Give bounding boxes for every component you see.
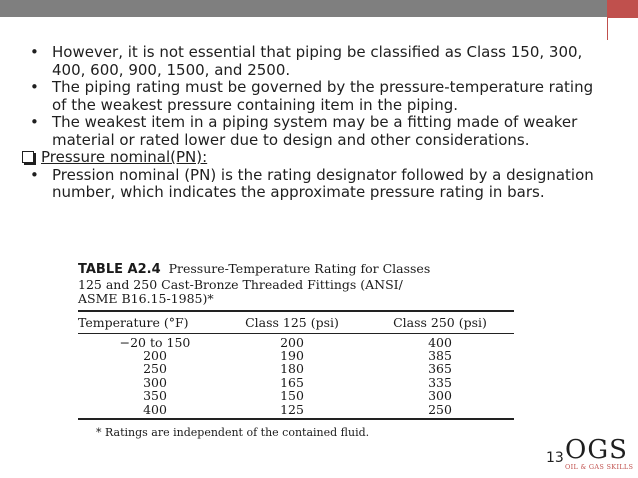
corner-accent-line-vertical <box>607 0 608 40</box>
table-cell: 300 <box>143 374 167 390</box>
bullet-item <box>22 79 612 114</box>
bullet-text: The piping rating must be governed by the pressure-temperature rating of the weakest pressure containing item in the piping. <box>52 78 594 114</box>
ogs-logo <box>565 437 635 475</box>
table-cell: 350 <box>143 388 167 404</box>
table-cell: 400 <box>143 401 167 417</box>
bullet-dot: • <box>30 165 39 184</box>
bullet-text: However, it is not essential that piping be classified as Class 150, 300, 400, 600, 900, 1500, and 2500. <box>52 43 583 79</box>
table-row <box>78 389 514 402</box>
bullet-text: The weakest item in a piping system may be a fitting made of weaker material or rated lower due to design and other considerations. <box>52 113 578 149</box>
table-cell: 150 <box>280 388 304 404</box>
table-row <box>78 362 514 375</box>
table-cell: 200 <box>143 347 167 363</box>
table-row <box>78 403 514 416</box>
table-label: TABLE A2.4 <box>78 262 161 277</box>
logo-text: OGS <box>565 435 628 465</box>
bullet-item <box>22 114 612 149</box>
table-title-line: Pressure-Temperature Rating for Classes <box>168 261 431 276</box>
table-header-row <box>78 312 514 333</box>
slide-content <box>22 44 612 202</box>
table-cell: 180 <box>280 361 304 377</box>
column-header: Temperature (°F) <box>78 314 189 330</box>
bullet-item <box>22 167 612 202</box>
table-title-line: ASME B16.15-1985)* <box>78 291 214 306</box>
table-cell: −20 to 150 <box>119 334 191 350</box>
corner-accent <box>608 0 638 17</box>
bullet-dot: • <box>30 113 39 131</box>
page-number: 13 <box>546 450 564 466</box>
table-cell: 165 <box>280 374 304 390</box>
table-title-line: 125 and 250 Cast-Bronze Threaded Fittings (ANSI/ <box>78 276 403 292</box>
table-cell: 125 <box>280 401 304 417</box>
top-bar <box>0 0 608 17</box>
table-cell: 365 <box>428 361 452 377</box>
heading-text: Pressure nominal(PN): <box>41 148 208 166</box>
column-header: Class 250 (psi) <box>393 314 487 330</box>
table-row <box>78 349 514 362</box>
table-cell: 250 <box>428 401 452 417</box>
table-body <box>78 334 514 418</box>
table-cell: 250 <box>143 361 167 377</box>
logo-subtitle: OIL & GAS SKILLS <box>565 463 634 471</box>
bullet-item <box>22 44 612 79</box>
rating-table <box>78 262 514 439</box>
table-cell: 200 <box>280 334 304 350</box>
section-heading <box>22 149 612 167</box>
table-cell: 335 <box>428 374 452 390</box>
column-header: Class 125 (psi) <box>245 314 339 330</box>
bullet-text: Pression nominal (PN) is the rating designator followed by a designation number, which indicates the approximate pressure rating in bars. <box>52 165 594 201</box>
table-cell: 300 <box>428 388 452 404</box>
checkbox-bullet-icon <box>22 151 34 163</box>
table-cell: 385 <box>428 347 452 363</box>
bullet-dot: • <box>30 43 39 61</box>
corner-accent-line <box>608 17 638 18</box>
table-title <box>78 262 514 307</box>
table-rule-bottom <box>78 418 514 420</box>
table-cell: 190 <box>280 347 304 363</box>
table-row <box>78 336 514 349</box>
table-cell: 400 <box>428 334 452 350</box>
table-footnote: * Ratings are independent of the contained fluid. <box>96 425 370 439</box>
bullet-dot: • <box>30 78 39 96</box>
table-row <box>78 376 514 389</box>
